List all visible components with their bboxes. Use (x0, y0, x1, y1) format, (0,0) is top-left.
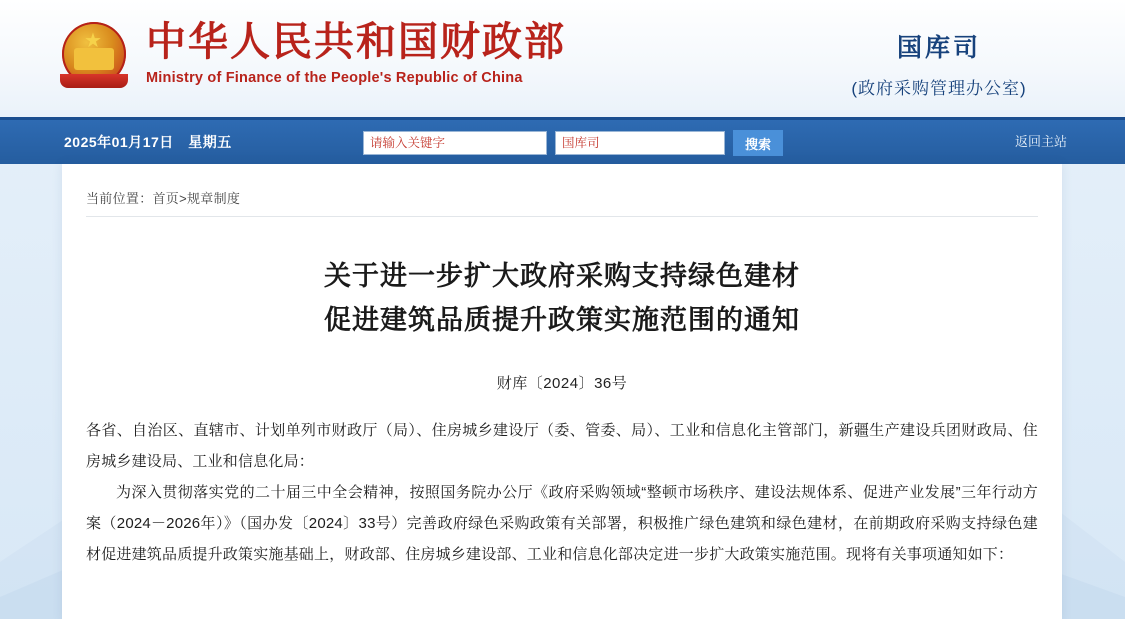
department-name: 国库司 (896, 34, 981, 62)
search-button[interactable]: 搜索 (733, 130, 783, 156)
site-title-en: Ministry of Finance of the People's Republic of China (146, 70, 523, 86)
back-to-main-site-link[interactable]: 返回主站 (1014, 134, 1067, 149)
document-paper (62, 164, 1062, 619)
current-date: 2025年01月17日 星期五 (64, 134, 232, 150)
national-emblem-icon: ★ (56, 18, 134, 96)
document-article (86, 230, 1038, 570)
breadcrumb: 当前位置：首页>规章制度 (86, 191, 241, 206)
department-block (809, 28, 1069, 99)
site-title-block (146, 16, 566, 86)
document-paragraph-2: 为深入贯彻落实党的二十届三中全会精神，按照国务院办公厅《政府采购领域“整顿市场秩序、建设法规体系、促进产业发展”三年行动方案（2024－2026年）》（国办发〔2024〕33号）完善政府绿色采购政策有关部署，积极推广绿色建筑和绿色建材，在前期政府采购支持绿色建材促进建筑品质提升政策实施基础上，财政部、住房城乡建设部、工业和信息化部决定进一步扩大政策实施范围。现将有关事项通知如下： (86, 484, 1038, 563)
document-body (86, 415, 1038, 570)
content-background (0, 164, 1125, 619)
search-input[interactable] (363, 131, 547, 155)
search-group (363, 130, 783, 156)
nav-search-bar (0, 120, 1125, 164)
site-header (0, 0, 1125, 120)
document-title-line1: 关于进一步扩大政府采购支持绿色建材 (324, 261, 800, 291)
breadcrumb-divider (86, 216, 1038, 217)
site-title-cn: 中华人民共和国财政部 (146, 19, 566, 64)
document-paragraph-1: 各省、自治区、直辖市、计划单列市财政厅（局）、住房城乡建设厅（委、管委、局）、工业和信息化主管部门，新疆生产建设兵团财政局、住房城乡建设局、工业和信息化局： (86, 422, 1038, 470)
document-number: 财库〔2024〕36号 (496, 375, 628, 392)
document-title-line2: 促进建筑品质提升政策实施范围的通知 (324, 305, 800, 335)
search-scope-select[interactable] (555, 131, 725, 155)
department-subtitle: (政府采购管理办公室) (851, 79, 1027, 98)
